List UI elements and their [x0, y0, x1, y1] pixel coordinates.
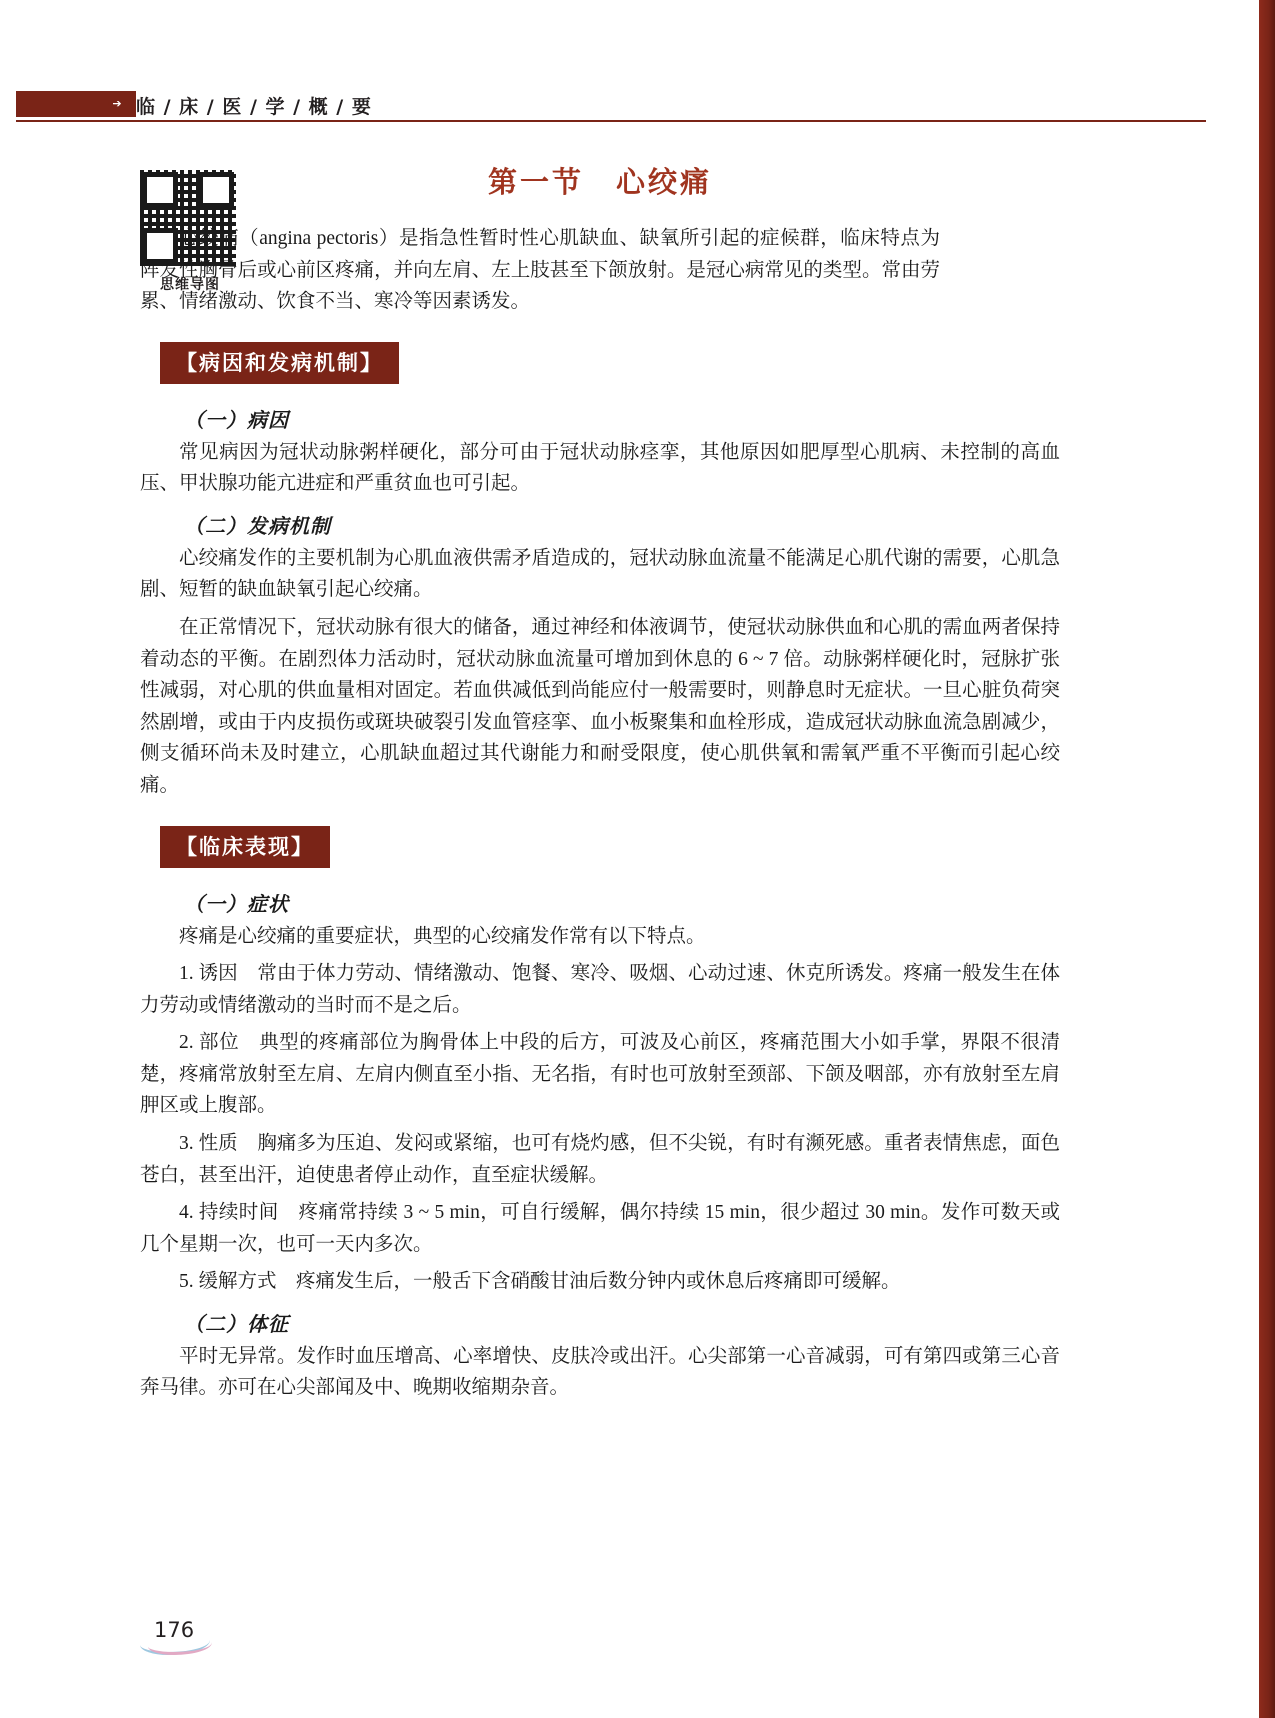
list-item-duration: 4. 持续时间 疼痛常持续 3 ~ 5 min，可自行缓解，偶尔持续 15 min，很少超过 30 min。发作可数天或几个星期一次，也可一天内多次。: [140, 1202, 1060, 1255]
subheading-symptoms: （一）症状: [184, 891, 289, 916]
paragraph-pathogenesis-2: 在正常情况下，冠状动脉有很大的储备，通过神经和体液调节，使冠状动脉供血和心肌的需血两者保持着动态的平衡。在剧烈体力活动时，冠状动脉血流量可增加到休息的 6 ~ 7 倍。动脉粥样硬化时，冠脉扩张性减弱，对心肌的供血量相对固定。若血供减低到尚能应付一般需要时，则静息时无症状。一旦心脏负荷突然剧增，或由于内皮损伤或斑块破裂引发血管痉挛、血小板聚集和血栓形成，造成冠状动脉血流急剧减少，侧支循环尚未及时建立，心肌缺血超过其代谢能力和耐受限度，使心肌供氧和需氧严重不平衡而引起心绞痛。: [140, 617, 1060, 796]
paragraph-symptoms-intro: 疼痛是心绞痛的重要症状，典型的心绞痛发作常有以下特点。: [179, 925, 706, 947]
document-body: [140, 160, 1060, 1410]
section-banner-clinical: 【临床表现】: [160, 826, 330, 868]
page-number: 176: [154, 1618, 195, 1642]
list-item-location: 2. 部位 典型的疼痛部位为胸骨体上中段的后方，可波及心前区，疼痛范围大小如手掌，界限不很清楚，疼痛常放射至左肩、左肩内侧直至小指、无名指，有时也可放射至颈部、下颌及咽部，亦有放射至左肩胛区或上腹部。: [140, 1032, 1060, 1117]
page-footer: [140, 1616, 260, 1656]
page-title: 第一节 心绞痛: [487, 165, 712, 199]
header-rule: [16, 120, 1206, 122]
page-header: [0, 88, 1190, 122]
paragraph-signs: 平时无异常。发作时血压增高、心率增快、皮肤冷或出汗。心尖部第一心音减弱，可有第四或第三心音奔马律。亦可在心尖部闻及中、晚期收缩期杂音。: [140, 1345, 1060, 1399]
header-title: 临 / 床 / 医 / 学 / 概 / 要: [136, 96, 372, 118]
paragraph-pathogenesis-1: 心绞痛发作的主要机制为心肌血液供需矛盾造成的，冠状动脉血流量不能满足心肌代谢的需要，心肌急剧、短暂的缺血缺氧引起心绞痛。: [140, 547, 1060, 601]
arrow-right-icon: ➔: [108, 95, 126, 113]
list-item-trigger: 1. 诱因 常由于体力劳动、情绪激动、饱餐、寒冷、吸烟、心动过速、休克所诱发。疼痛一般发生在体力劳动或情绪激动的当时而不是之后。: [140, 963, 1060, 1016]
list-item-nature: 3. 性质 胸痛多为压迫、发闷或紧缩，也可有烧灼感，但不尖锐，有时有濒死感。重者表情焦虑，面色苍白，甚至出汗，迫使患者停止动作，直至症状缓解。: [140, 1132, 1060, 1186]
intro-paragraph: 心绞痛（angina pectoris）是指急性暂时性心肌缺血、缺氧所引起的症候群，临床特点为阵发性胸骨后或心前区疼痛，并向左肩、左上肢甚至下颌放射。是冠心病常见的类型。常由劳累、情绪激动、饮食不当、寒冷等因素诱发。: [140, 228, 940, 313]
subheading-etiology: （一）病因: [184, 407, 289, 432]
page-edge-decoration: [1259, 0, 1275, 1718]
section-banner-etiology: 【病因和发病机制】: [160, 342, 399, 384]
list-item-relief: 5. 缓解方式 疼痛发生后，一般舌下含硝酸甘油后数分钟内或休息后疼痛即可缓解。: [179, 1271, 901, 1293]
paragraph-etiology: 常见病因为冠状动脉粥样硬化，部分可由于冠状动脉痉挛，其他原因如肥厚型心肌病、未控制的高血压、甲状腺功能亢进症和严重贫血也可引起。: [140, 441, 1060, 495]
subheading-pathogenesis: （二）发病机制: [184, 513, 331, 538]
qr-caption: 思维导图: [160, 277, 220, 293]
subheading-signs: （二）体征: [184, 1311, 289, 1336]
